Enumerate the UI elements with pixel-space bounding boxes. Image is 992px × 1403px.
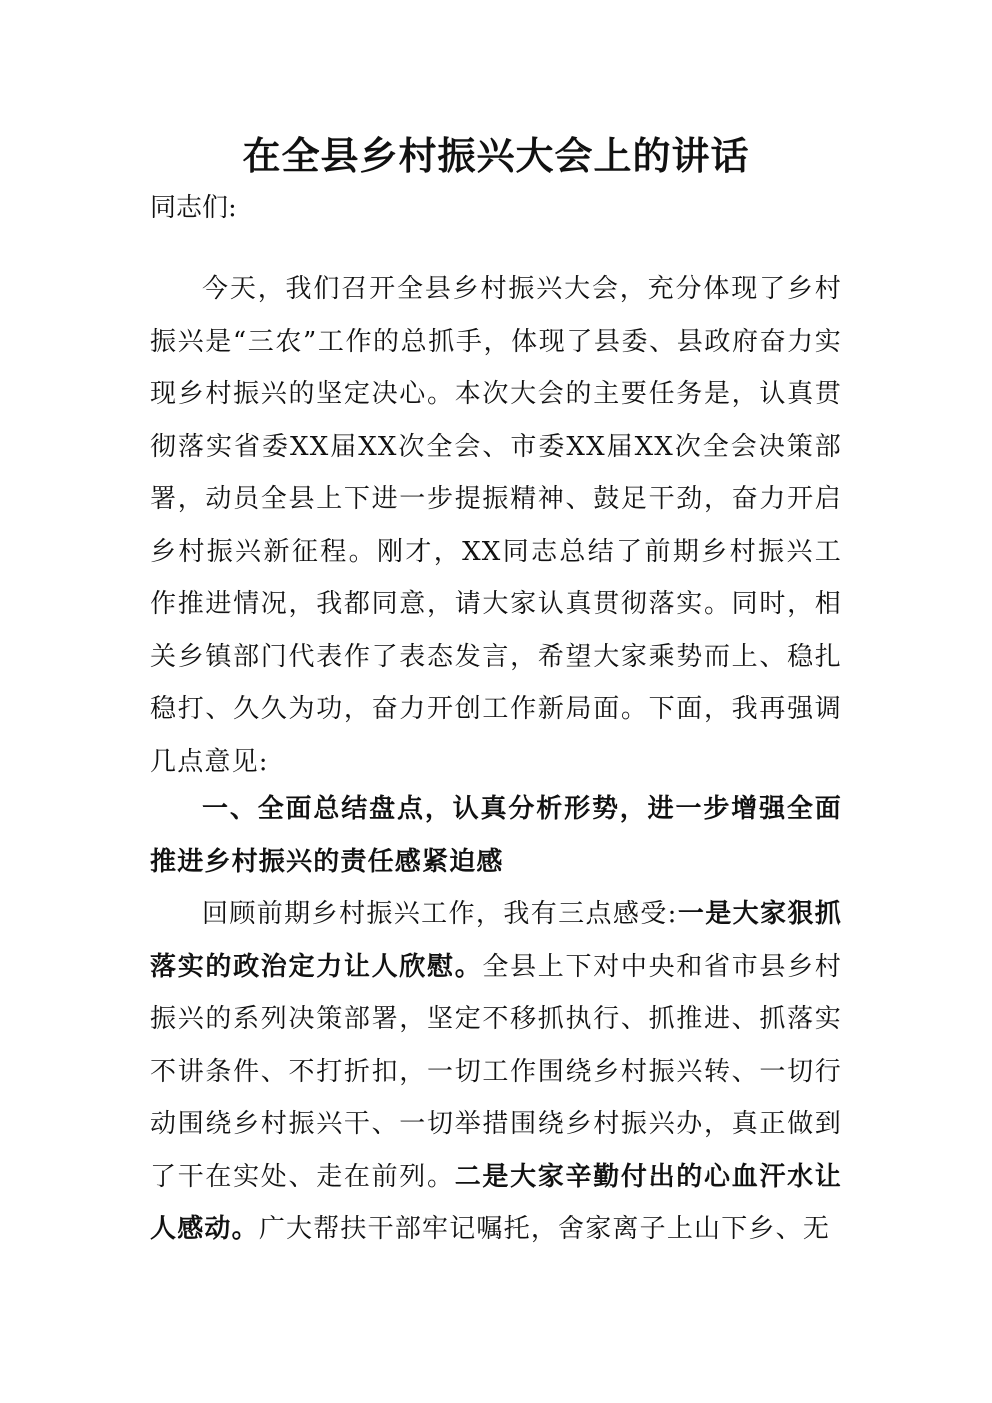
paragraph-review [150,888,842,1256]
paragraph-opening: 今天，我们召开全县乡村振兴大会，充分体现了乡村振兴是“三农”工作的总抓手，体现了县委、县政府奋力实现乡村振兴的坚定决心。本次大会的主要任务是，认真贯彻落实省委XX届XX次全会、市委XX届XX次全会决策部署，动员全县上下进一步提振精神、鼓足干劲，奋力开启乡村振兴新征程。刚才，XX同志总结了前期乡村振兴工作推进情况，我都同意，请大家认真贯彻落实。同时，相关乡镇部门代表作了表态发言，希望大家乘势而上、稳扎稳打、久久为功，奋力开创工作新局面。下面，我再强调几点意见: [150,274,842,777]
document-page [150,0,842,1403]
point-1-emphasis: 一是大家狠抓落实的政治定力让人欣慰。 [150,899,842,982]
point-1-text: 全县上下对中央和省市县乡村振兴的系列决策部署，坚定不移抓执行、抓推进、抓落实不讲条件、不打折扣，一切工作围绕乡村振兴转、一切行动围绕乡村振兴干、一切举措围绕乡村振兴办，真正做到了干在实处、走在前列。 [150,951,842,1192]
point-2-text: 广大帮扶干部牢记嘱托，舍家离子上山下乡、无 [258,1214,831,1244]
point-2-emphasis: 二是大家辛勤付出的心血汗水让人感动。 [150,1161,842,1244]
section-heading-1: 一、全面总结盘点，认真分析形势，进一步增强全面推进乡村振兴的责任感紧迫感 [150,794,842,877]
paragraph-review-intro: 回顾前期乡村振兴工作，我有三点感受: [202,899,678,929]
document-title: 在全县乡村振兴大会上的讲话 [242,133,750,178]
greeting: 同志们: [150,193,237,223]
